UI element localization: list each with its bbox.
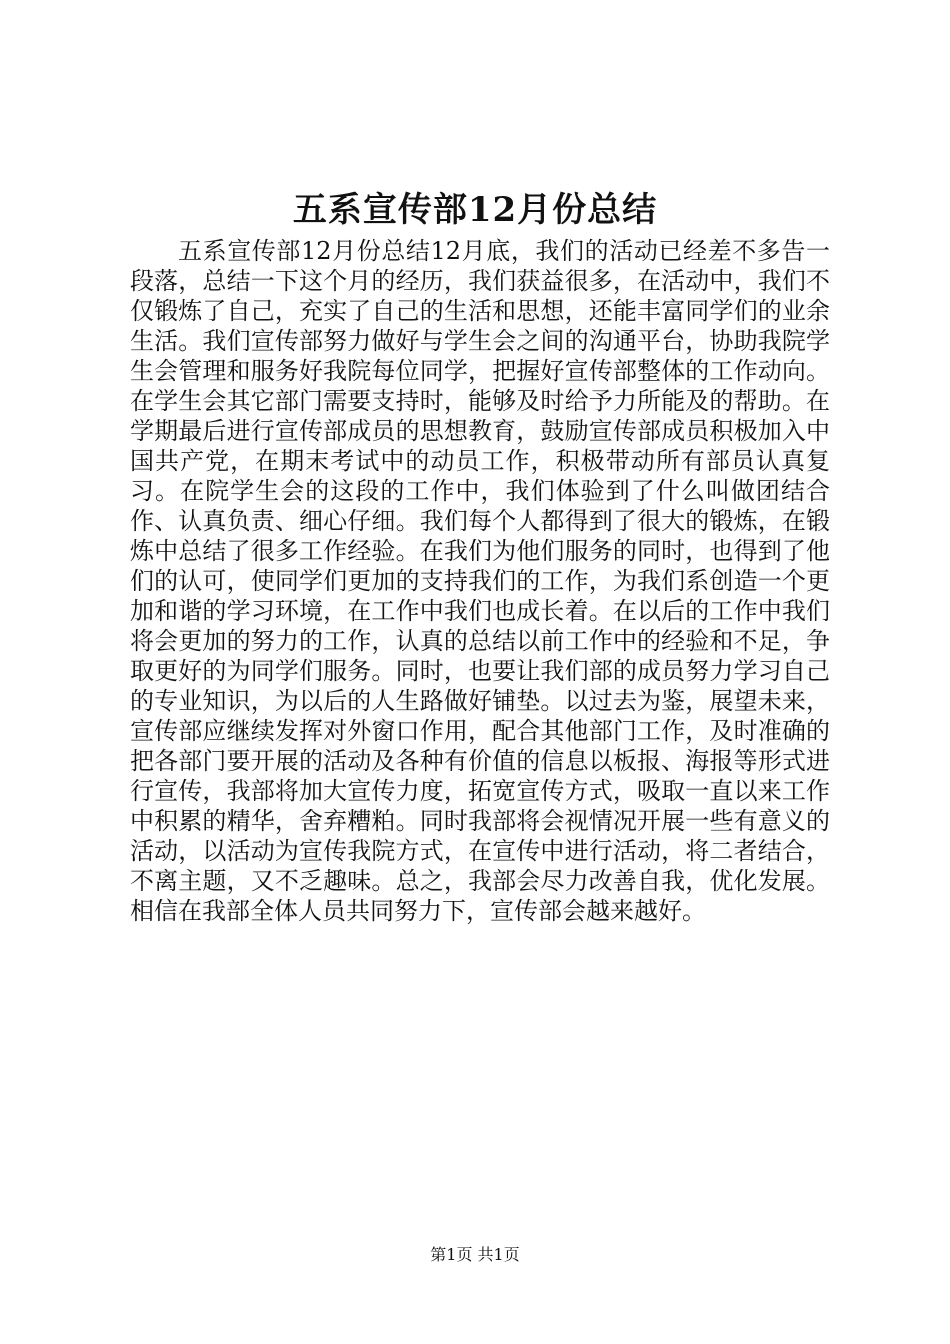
page-number-footer: 第1页 共1页 [430,1245,520,1264]
document-body-paragraph: 五系宣传部12月份总结12月底，我们的活动已经差不多告一段落，总结一下这个月的经历，我们获益很多，在活动中，我们不仅锻炼了自己，充实了自己的生活和思想，还能丰富同学们的业余生活。我们宣传部努力做好与学生会之间的沟通平台，协助我院学生会管理和服务好我院每位同学，把握好宣传部整体的工作动向。在学生会其它部门需要支持时，能够及时给予力所能及的帮助。在学期最后进行宣传部成员的思想教育，鼓励宣传部成员积极加入中国共产党，在期末考试中的动员工作，积极带动所有部员认真复习。在院学生会的这段的工作中，我们体验到了什么叫做团结合作、认真负责、细心仔细。我们每个人都得到了很大的锻炼，在锻炼中总结了很多工作经验。在我们为他们服务的同时，也得到了他们的认可，使同学们更加的支持我们的工作，为我们系创造一个更加和谐的学习环境，在工作中我们也成长着。在以后的工作中我们将会更加的努力的工作，认真的总结以前工作中的经验和不足，争取更好的为同学们服务。同时，也要让我们部的成员努力学习自己的专业知识，为以后的人生路做好铺垫。以过去为鉴，展望未来，宣传部应继续发挥对外窗口作用，配合其他部门工作，及时准确的把各部门要开展的活动及各种有价值的信息以板报、海报等形式进行宣传，我部将加大宣传力度，拓宽宣传方式，吸取一直以来工作中积累的精华，舍弃糟粕。同时我部将会视情况开展一些有意义的活动，以活动为宣传我院方式，在宣传中进行活动，将二者结合，不离主题，又不乏趣味。总之，我部会尽力改善自我，优化发展。相信在我部全体人员共同努力下，宣传部会越来越好。 [130,237,830,925]
document-title: 五系宣传部12月份总结 [292,190,658,230]
